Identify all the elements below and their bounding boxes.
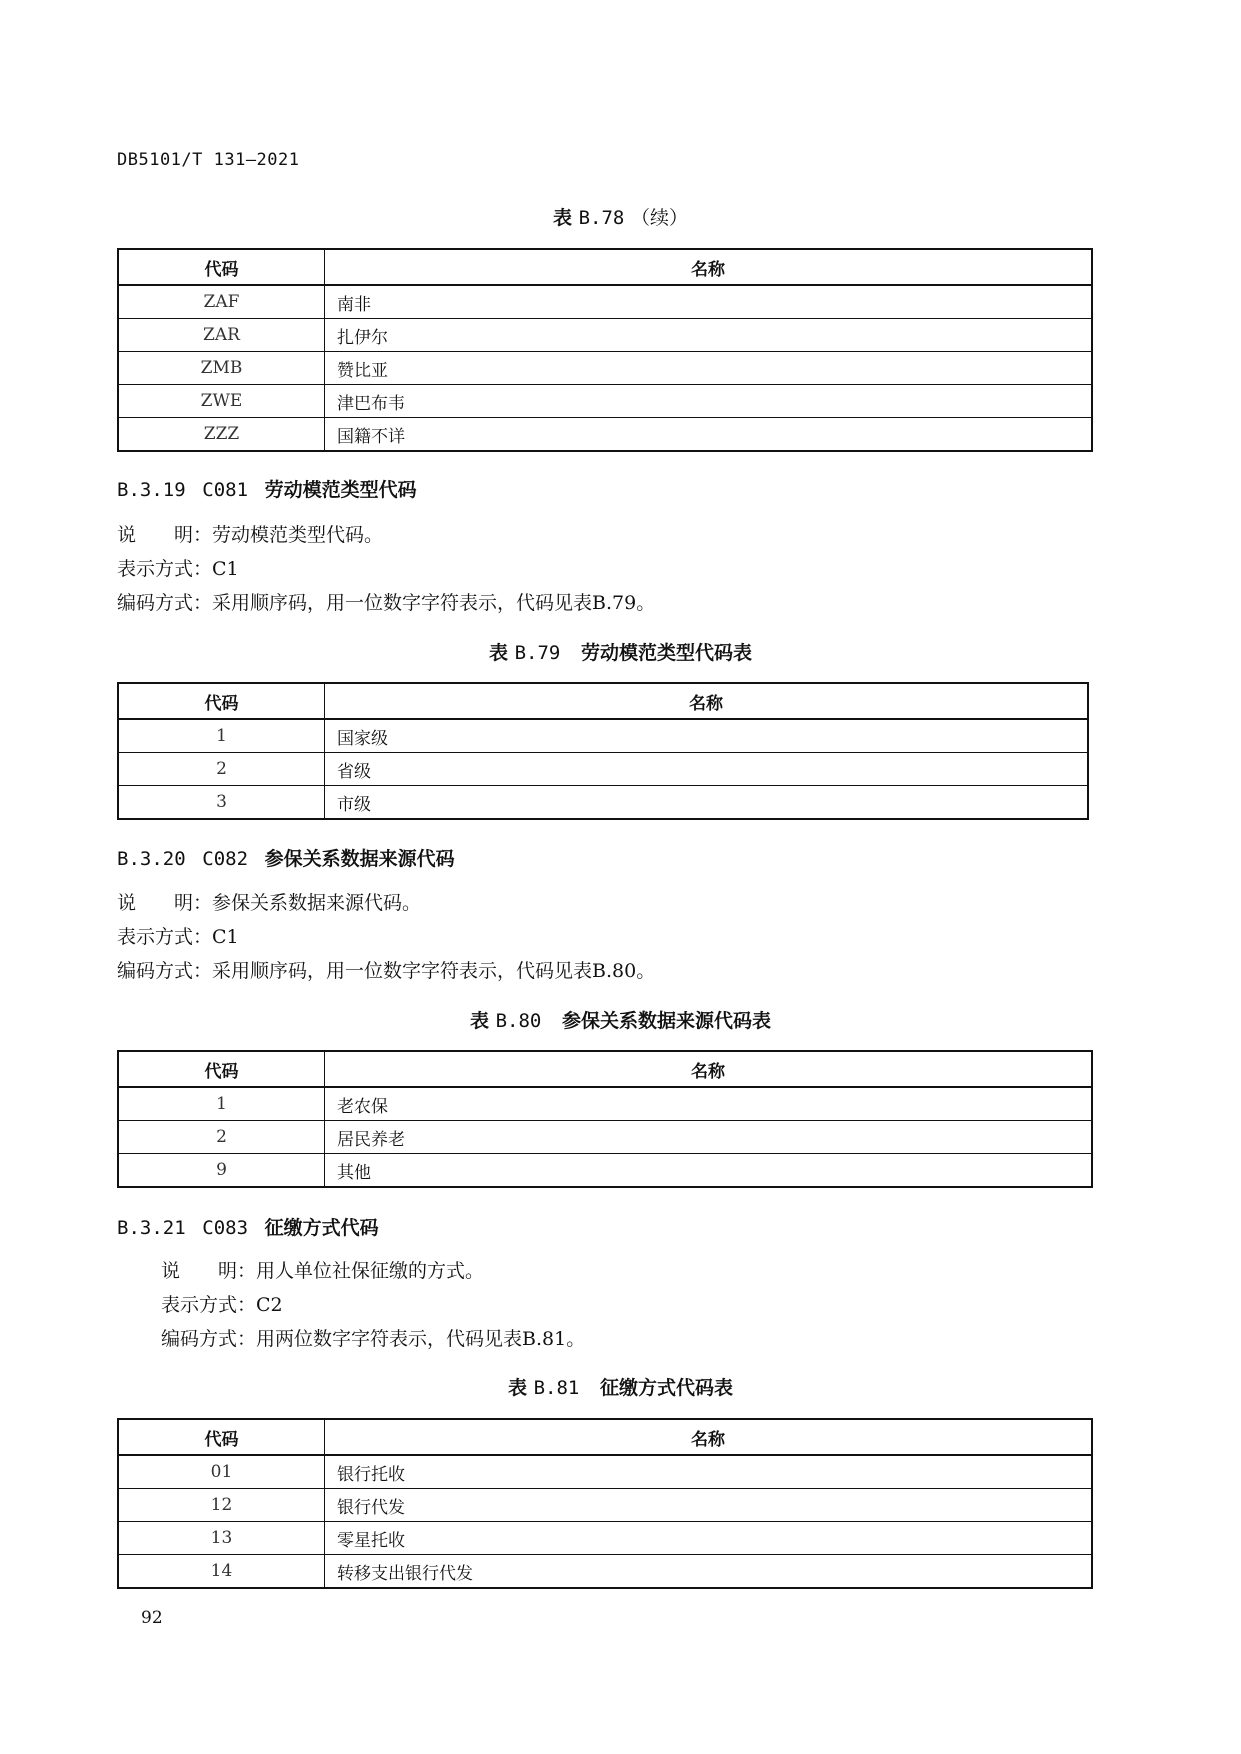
representation-line (117, 552, 655, 586)
header-code: 代码 (118, 1419, 325, 1455)
caption-prefix: 表 (469, 1010, 489, 1032)
table-row (118, 1087, 1092, 1121)
table-header-row (118, 1419, 1092, 1455)
description-line (117, 518, 655, 552)
caption-title: 征缴方式代码表 (600, 1377, 734, 1399)
header-code: 代码 (118, 249, 325, 285)
name-cell: 南非 (325, 285, 1093, 319)
representation-line (161, 1288, 585, 1322)
section-number: B.3.21 (117, 1217, 186, 1239)
code-cell: 14 (118, 1555, 325, 1589)
encoding-label: 编码方式： (161, 1328, 257, 1350)
representation-label: 表示方式： (117, 926, 213, 948)
section-title: 参保关系数据来源代码 (264, 848, 455, 870)
caption-prefix: 表 (552, 207, 572, 229)
encoding-line (117, 586, 655, 620)
table-row (118, 1121, 1092, 1154)
table-row (118, 285, 1092, 319)
document-id: DB5101/T 131—2021 (117, 150, 300, 170)
table-row (118, 319, 1092, 352)
encoding-text: 采用顺序码，用一位数字字符表示，代码见表B.80。 (212, 960, 656, 982)
table-caption-b79 (0, 638, 1241, 665)
section-description-block (161, 1254, 585, 1356)
name-cell: 其他 (325, 1154, 1093, 1188)
caption-title: 参保关系数据来源代码表 (562, 1010, 772, 1032)
header-code: 代码 (118, 1051, 325, 1087)
representation-line (117, 920, 655, 954)
table-row (118, 1522, 1092, 1555)
table-row (118, 352, 1092, 385)
section-code: C082 (202, 848, 249, 870)
table-b79 (117, 682, 1089, 820)
caption-prefix: 表 (488, 642, 508, 664)
name-cell: 国家级 (325, 719, 1089, 753)
section-number: B.3.20 (117, 848, 186, 870)
encoding-line (161, 1322, 585, 1356)
table-header-row (118, 683, 1088, 719)
table-header-row (118, 1051, 1092, 1087)
name-cell: 国籍不详 (325, 418, 1093, 452)
table-row (118, 786, 1088, 820)
table-row (118, 719, 1088, 753)
description-label: 说 明： (161, 1260, 257, 1282)
name-cell: 零星托收 (325, 1522, 1093, 1555)
section-code: C083 (202, 1217, 249, 1239)
code-cell: 2 (118, 753, 325, 786)
section-code: C081 (202, 479, 249, 501)
description-text: 用人单位社保征缴的方式。 (256, 1260, 485, 1282)
header-name: 名称 (325, 1419, 1093, 1455)
section-heading-b3-19 (117, 475, 417, 502)
description-text: 劳动模范类型代码。 (212, 524, 384, 546)
name-cell: 转移支出银行代发 (325, 1555, 1093, 1589)
section-heading-b3-20 (117, 844, 455, 871)
header-name: 名称 (325, 1051, 1093, 1087)
description-line (161, 1254, 585, 1288)
table-row (118, 1455, 1092, 1489)
name-cell: 市级 (325, 786, 1089, 820)
table-row (118, 1154, 1092, 1188)
caption-title: 劳动模范类型代码表 (581, 642, 753, 664)
table-row (118, 753, 1088, 786)
encoding-line (117, 954, 655, 988)
table-row (118, 418, 1092, 452)
caption-title: （续） (631, 207, 689, 229)
caption-prefix: 表 (507, 1377, 527, 1399)
code-cell: 13 (118, 1522, 325, 1555)
name-cell: 老农保 (325, 1087, 1093, 1121)
encoding-text: 用两位数字字符表示，代码见表B.81。 (256, 1328, 586, 1350)
name-cell: 银行托收 (325, 1455, 1093, 1489)
caption-number: B.81 (533, 1377, 580, 1399)
name-cell: 赞比亚 (325, 352, 1093, 385)
description-label: 说 明： (117, 892, 213, 914)
caption-number: B.78 (578, 207, 625, 229)
name-cell: 扎伊尔 (325, 319, 1093, 352)
section-heading-b3-21 (117, 1213, 379, 1240)
caption-number: B.80 (495, 1010, 542, 1032)
encoding-label: 编码方式： (117, 960, 213, 982)
code-cell: 1 (118, 1087, 325, 1121)
description-line (117, 886, 655, 920)
header-name: 名称 (325, 249, 1093, 285)
name-cell: 居民养老 (325, 1121, 1093, 1154)
code-cell: ZAR (118, 319, 325, 352)
name-cell: 省级 (325, 753, 1089, 786)
table-caption-b80 (0, 1006, 1241, 1033)
name-cell: 津巴布韦 (325, 385, 1093, 418)
table-b78 (117, 248, 1093, 452)
section-number: B.3.19 (117, 479, 186, 501)
code-cell: ZMB (118, 352, 325, 385)
code-cell: ZWE (118, 385, 325, 418)
description-text: 参保关系数据来源代码。 (212, 892, 422, 914)
code-cell: 1 (118, 719, 325, 753)
table-row (118, 1555, 1092, 1589)
table-row (118, 1489, 1092, 1522)
header-code: 代码 (118, 683, 325, 719)
caption-number: B.79 (514, 642, 561, 664)
code-cell: 2 (118, 1121, 325, 1154)
table-b80 (117, 1050, 1093, 1188)
encoding-text: 采用顺序码，用一位数字字符表示，代码见表B.79。 (212, 592, 656, 614)
code-cell: ZAF (118, 285, 325, 319)
code-cell: ZZZ (118, 418, 325, 452)
code-cell: 12 (118, 1489, 325, 1522)
table-b81 (117, 1418, 1093, 1589)
header-name: 名称 (325, 683, 1089, 719)
section-title: 劳动模范类型代码 (264, 479, 417, 501)
representation-value: C2 (256, 1294, 283, 1316)
representation-label: 表示方式： (117, 558, 213, 580)
representation-value: C1 (212, 926, 239, 948)
encoding-label: 编码方式： (117, 592, 213, 614)
code-cell: 9 (118, 1154, 325, 1188)
section-description-block (117, 886, 655, 988)
table-header-row (118, 249, 1092, 285)
code-cell: 01 (118, 1455, 325, 1489)
page-number: 92 (141, 1608, 163, 1628)
section-title: 征缴方式代码 (264, 1217, 379, 1239)
table-caption-b78 (0, 203, 1241, 230)
description-label: 说 明： (117, 524, 213, 546)
name-cell: 银行代发 (325, 1489, 1093, 1522)
code-cell: 3 (118, 786, 325, 820)
representation-value: C1 (212, 558, 239, 580)
table-caption-b81 (0, 1373, 1241, 1400)
table-row (118, 385, 1092, 418)
representation-label: 表示方式： (161, 1294, 257, 1316)
section-description-block (117, 518, 655, 620)
